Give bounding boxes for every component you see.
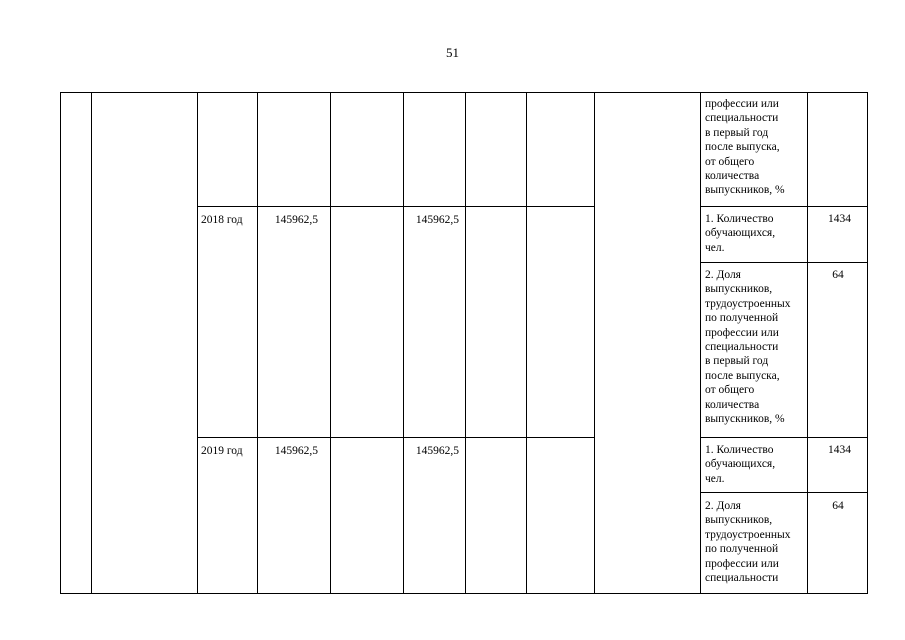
col-border	[465, 92, 466, 594]
text-line: от общего	[705, 384, 755, 397]
indicator-divider-2019	[700, 492, 868, 493]
text-line: специальности	[705, 112, 779, 125]
text-line: после выпуска,	[705, 369, 780, 382]
text-line: профессии или	[705, 98, 779, 110]
text-line: обучающихся,	[705, 458, 776, 471]
total-cell-2018: 145962,5	[274, 214, 318, 226]
indicator1-value-2018: 1434	[828, 213, 851, 225]
indicator2-value-2019: 64	[832, 500, 844, 512]
table-bottom-border	[60, 593, 868, 594]
col-border	[700, 92, 701, 594]
text-line: чел.	[705, 241, 725, 254]
text-line: количества	[705, 398, 760, 411]
col-border	[257, 92, 258, 594]
text-line: количества	[705, 170, 760, 183]
col-border	[403, 92, 404, 594]
total-cell-2019: 145962,5	[274, 445, 318, 457]
col-border	[594, 92, 595, 594]
text-line: 2. Доля	[705, 269, 741, 281]
text-line: трудоустроенных	[705, 528, 791, 541]
text-line: 2. Доля	[705, 500, 741, 512]
text-line: по полученной	[705, 543, 779, 556]
indicator2-2019	[705, 499, 791, 585]
text-line: профессии или	[705, 557, 779, 570]
col-border	[807, 92, 808, 594]
budget-cell-2019: 145962,5	[415, 445, 459, 457]
col-border	[91, 92, 92, 594]
text-line: выпускников,	[705, 514, 773, 527]
text-line: в первый год	[705, 355, 769, 368]
year-cell-2018: 2018 год	[201, 214, 243, 226]
col-border	[867, 92, 868, 594]
row-divider-2018-right	[700, 206, 868, 207]
indicator1-value-2019: 1434	[828, 444, 851, 456]
text-line: 1. Количество	[705, 213, 774, 225]
indicator2-2018	[705, 268, 791, 426]
row-divider-2019-right	[700, 437, 868, 438]
text-line: 1. Количество	[705, 444, 774, 456]
text-line: от общего	[705, 155, 755, 168]
text-line: выпускников,	[705, 283, 773, 296]
budget-cell-2018: 145962,5	[415, 214, 459, 226]
col-border	[526, 92, 527, 594]
text-line: выпускников, %	[705, 413, 785, 426]
text-line: по полученной	[705, 312, 779, 325]
page-number: 51	[446, 45, 459, 60]
text-line: чел.	[705, 472, 725, 485]
text-line: специальности	[705, 572, 779, 585]
text-line: трудоустроенных	[705, 297, 791, 310]
text-line: выпускников, %	[705, 184, 785, 197]
text-line: после выпуска,	[705, 141, 780, 154]
indicator-continuation	[705, 97, 785, 198]
indicator2-value-2018: 64	[832, 269, 844, 281]
col-border	[330, 92, 331, 594]
col-border	[60, 92, 61, 594]
col-border	[197, 92, 198, 594]
table-top-border	[60, 92, 868, 93]
indicator1-2019	[705, 443, 775, 486]
text-line: обучающихся,	[705, 227, 776, 240]
text-line: профессии или	[705, 326, 779, 339]
text-line: в первый год	[705, 126, 769, 139]
text-line: специальности	[705, 341, 779, 354]
indicator-divider-2018	[700, 262, 868, 263]
indicator1-2018	[705, 212, 775, 255]
year-cell-2019: 2019 год	[201, 445, 243, 457]
